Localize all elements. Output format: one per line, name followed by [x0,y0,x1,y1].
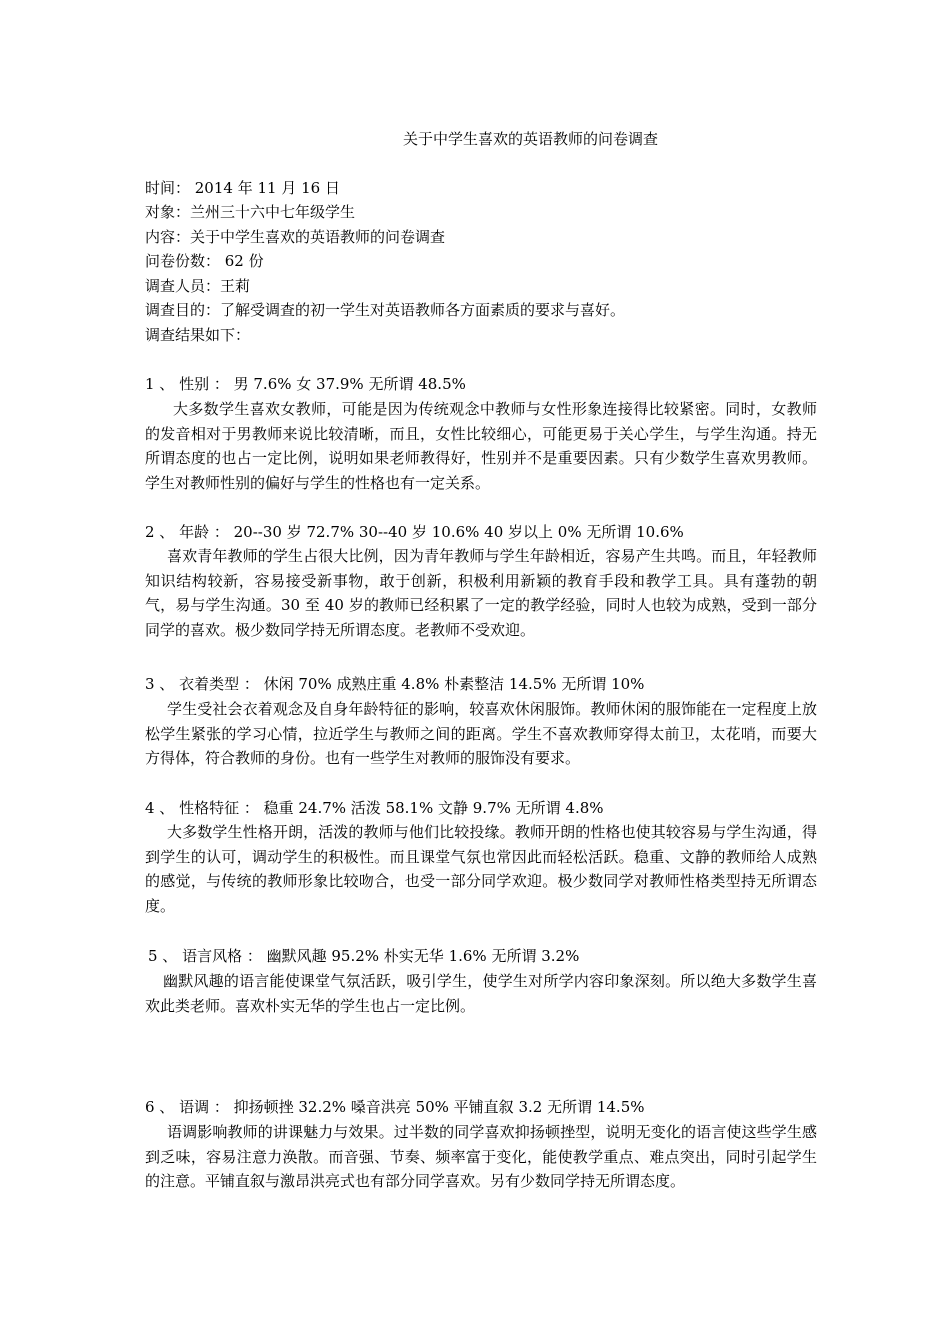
section-1-heading: 1 、 性别 ： 男 7.6% 女 37.9% 无所谓 48.5% [145,375,466,393]
section-1-body: 大多数学生喜欢女教师，可能是因为传统观念中教师与女性形象连接得比较紧密。同时，女教师的发音相对于男教师来说比较清晰，而且，女性比较细心，可能更易于关心学生，与学生沟通。持无所谓态度的也占一定比例，说明如果老师教得好，性别并不是重要因素。只有少数学生喜欢男教师。学生对教师性别的偏好与学生的性格也有一定关系。 [145,400,817,492]
document-title: 关于中学生喜欢的英语教师的问卷调查 [403,130,659,148]
section-2-heading: 2 、 年龄 ： 20--30 岁 72.7% 30--40 岁 10.6% 40 岁以上 0% 无所谓 10.6% [145,523,684,541]
meta-target: 对象：兰州三十六中七年级学生 [145,203,356,221]
section-3-body: 学生受社会衣着观念及自身年龄特征的影响，较喜欢休闲服饰。教师休闲的服饰能在一定程度上放松学生紧张的学习心情，拉近学生与教师之间的距离。学生不喜欢教师穿得太前卫，太花哨，而要大方得体，符合教师的身份。也有一些学生对教师的服饰没有要求。 [145,700,817,767]
meta-content: 内容：关于中学生喜欢的英语教师的问卷调查 [145,228,446,246]
section-4-body: 大多数学生性格开朗，活泼的教师与他们比较投缘。教师开朗的性格也使其较容易与学生沟通，得到学生的认可，调动学生的积极性。而且课堂气氛也常因此而轻松活跃。稳重、文静的教师给人成熟的感觉，与传统的教师形象比较吻合，也受一部分同学欢迎。极少数同学对教师性格类型持无所谓态度。 [145,823,817,915]
meta-purpose: 调查目的：了解受调查的初一学生对英语教师各方面素质的要求与喜好。 [145,301,626,319]
section-6-heading: 6 、 语调 ： 抑扬顿挫 32.2% 嗓音洪亮 50% 平铺直叙 3.2 无所谓 14.5% [145,1098,645,1116]
meta-surveyor: 调查人员：王莉 [145,277,251,295]
section-6-body: 语调影响教师的讲课魅力与效果。过半数的同学喜欢抑扬顿挫型，说明无变化的语言使这些学生感到乏味，容易注意力涣散。而音强、节奏、频率富于变化，能使教学重点、难点突出，同时引起学生的注意。平铺直叙与激昂洪亮式也有部分同学喜欢。另有少数同学持无所谓态度。 [145,1123,817,1190]
meta-time: 时间： 2014 年 11 月 16 日 [145,179,340,197]
section-5-body: 幽默风趣的语言能使课堂气氛活跃，吸引学生，使学生对所学内容印象深刻。所以绝大多数学生喜欢此类老师。喜欢朴实无华的学生也占一定比例。 [145,972,817,1015]
meta-results-intro: 调查结果如下： [145,326,251,344]
section-3-heading: 3 、 衣着类型 ： 休闲 70% 成熟庄重 4.8% 朴素整洁 14.5% 无所谓 10% [145,675,645,693]
section-5-heading: 5 、 语言风格 ： 幽默风趣 95.2% 朴实无华 1.6% 无所谓 3.2% [148,947,580,965]
section-4-heading: 4 、 性格特征 ： 稳重 24.7% 活泼 58.1% 文静 9.7% 无所谓 4.8% [145,799,604,817]
section-2-body: 喜欢青年教师的学生占很大比例，因为青年教师与学生年龄相近，容易产生共鸣。而且，年轻教师知识结构较新，容易接受新事物，敢于创新，积极利用新颖的教育手段和教学工具。具有蓬勃的朝气，易与学生沟通。30 至 40 岁的教师已经积累了一定的教学经验，同时人也较为成熟，受到一部分同学的喜欢。极少数同学持无所谓态度。老教师不受欢迎。 [145,547,817,639]
meta-count: 问卷份数： 62 份 [145,252,264,270]
